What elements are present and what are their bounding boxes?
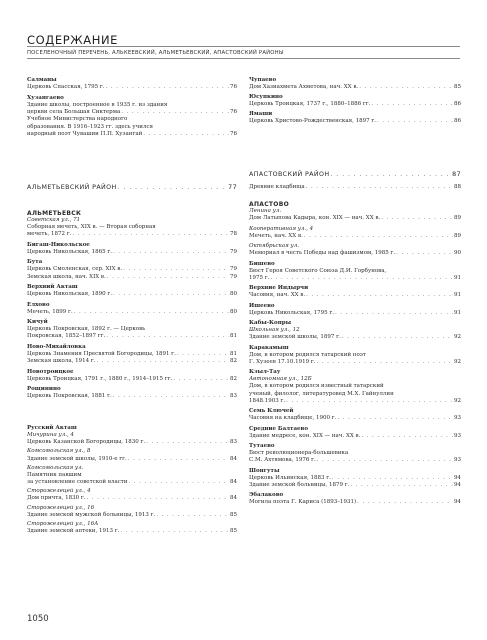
entry-text: Церковь Троицкая, 1791 г., 1880 г., 1914–1915 гг. xyxy=(27,375,173,382)
toc-line xyxy=(27,102,237,109)
dot-leader xyxy=(396,250,453,257)
entry-text: Часовня на кладбище, 1900 г. xyxy=(249,415,337,422)
entry-text: Дом Хазиахмета Ахметова, нач. XX в. xyxy=(249,84,359,91)
entry-text: Дом, в котором родился татарский поэт xyxy=(249,351,366,358)
toc-line xyxy=(27,274,237,281)
entry-text: Древние кладбища xyxy=(249,184,305,191)
toc-block xyxy=(249,77,461,91)
place-name: Ишеево xyxy=(249,302,275,309)
dot-leader xyxy=(123,266,229,273)
entry-text: Церковь Никольская, 1890 г. xyxy=(27,291,112,298)
toc-block xyxy=(27,242,237,256)
entry-text: Соборная мечеть, XIX в. — Вторая соборная xyxy=(27,224,156,231)
street-name: Сторожелецей ул., 4 xyxy=(27,488,91,495)
street-name: Советская ул., 71 xyxy=(27,217,81,224)
entry-page: 82 xyxy=(230,375,237,382)
toc-line xyxy=(27,309,237,316)
entry-text: Церковь Спасская, 1795 г. xyxy=(27,84,105,91)
entry-page: 93 xyxy=(454,415,461,422)
dot-leader xyxy=(121,109,229,116)
dot-leader xyxy=(113,291,229,298)
toc-block xyxy=(27,284,237,298)
place-name: Каракамыш xyxy=(249,344,289,351)
toc-line xyxy=(249,101,461,108)
entry-text: за установление советской власти xyxy=(27,479,128,486)
toc-line xyxy=(27,393,237,400)
toc-line xyxy=(27,512,237,519)
section-entry xyxy=(27,184,237,191)
entry-page: 79 xyxy=(230,248,237,255)
entry-page: 79 xyxy=(230,273,237,280)
toc-block xyxy=(27,319,237,340)
toc-line xyxy=(27,291,237,298)
place-name: Чупаево xyxy=(249,77,277,83)
dot-leader xyxy=(361,433,453,440)
dot-leader xyxy=(72,231,229,238)
place-name: Кичуй xyxy=(27,319,48,326)
entry-page: 92 xyxy=(454,334,461,341)
entry-page: 91 xyxy=(454,274,461,281)
dot-leader xyxy=(350,482,453,489)
toc-line xyxy=(249,450,461,457)
left-column-top xyxy=(27,77,237,142)
dot-leader xyxy=(342,334,453,341)
entry-text: образования. В 1916–1923 гг. здесь учился xyxy=(27,123,153,130)
entry-text: Мечеть, 1899 г. xyxy=(27,308,73,315)
toc-block xyxy=(249,261,461,282)
dot-leader xyxy=(106,84,229,91)
dot-leader xyxy=(96,358,229,365)
toc-line xyxy=(27,131,237,138)
dot-leader xyxy=(177,351,229,358)
entry-page: 83 xyxy=(230,439,237,446)
toc-line xyxy=(27,479,237,486)
place-name: Ново-Михайловка xyxy=(27,343,86,350)
place-name: АЛЬМЕТЬЕВСК xyxy=(27,210,82,217)
toc-line xyxy=(27,224,237,231)
toc-block xyxy=(249,369,461,404)
toc-block xyxy=(27,465,237,486)
page-subtitle: ПОСЕЛЕНОЧНЫЙ ПЕРЕЧЕНЬ, АЛЬКЕЕВСКИЙ, АЛЬМЕТЬЕВСКИЙ, АПАСТОВСКИЙ РАЙОНЫ xyxy=(27,50,284,56)
street-name: Школьная ул., 12 xyxy=(249,327,300,334)
entry-page: 81 xyxy=(230,350,237,357)
place-name: Кзыл-Тау xyxy=(249,369,281,376)
dot-leader xyxy=(317,359,453,366)
entry-page: 83 xyxy=(230,393,237,400)
place-name: Средние Балтаево xyxy=(249,425,309,432)
entry-page: 92 xyxy=(454,358,461,365)
dot-leader xyxy=(270,275,453,282)
entry-page: 81 xyxy=(230,333,237,340)
toc-line xyxy=(249,391,461,398)
toc-block xyxy=(249,492,461,506)
toc-block xyxy=(249,303,461,317)
toc-block xyxy=(249,111,461,125)
toc-block xyxy=(27,77,237,91)
entry-text: Церковь Ильинская, 1883 г. xyxy=(249,474,331,481)
toc-block xyxy=(249,345,461,366)
toc-block xyxy=(27,505,237,519)
entry-text: Церковь Христово-Рождественская, 1897 г. xyxy=(249,118,376,125)
entry-page: 86 xyxy=(454,101,461,108)
dot-leader xyxy=(332,475,453,482)
entry-page: 76 xyxy=(230,84,237,91)
place-name: Юсупкино xyxy=(249,94,283,101)
toc-block xyxy=(27,95,237,138)
entry-text: Мечеть, нач. XX в. xyxy=(249,232,303,239)
dot-leader xyxy=(286,398,453,405)
entry-text: 1848.1903 г. xyxy=(249,397,286,404)
toc-block xyxy=(249,320,461,341)
entry-text: Бюст революционера-большевика xyxy=(249,450,349,457)
dot-leader xyxy=(359,84,453,91)
dot-leader xyxy=(306,292,453,299)
section-page: 77 xyxy=(228,184,237,191)
dot-leader xyxy=(143,131,229,138)
dot-leader xyxy=(304,233,453,240)
place-name: Русский Акташ xyxy=(27,425,77,431)
entry-page: 85 xyxy=(454,84,461,91)
entry-page: 94 xyxy=(454,481,461,488)
toc-line xyxy=(249,184,461,191)
entry-text: Церковь Знамения Пресвятой Богородицы, 1891 г. xyxy=(27,350,176,357)
dot-leader xyxy=(113,249,229,256)
entry-page: 91 xyxy=(454,292,461,299)
toc-block xyxy=(249,201,461,222)
toc-block xyxy=(27,210,237,238)
dot-leader xyxy=(107,274,229,281)
entry-page: 84 xyxy=(230,479,237,486)
dot-leader xyxy=(377,118,453,125)
entry-text: Церковь Покровская, 1892 г. — Церковь xyxy=(27,326,146,333)
toc-line xyxy=(27,249,237,256)
toc-block xyxy=(27,448,237,462)
toc-line xyxy=(27,231,237,238)
toc-line xyxy=(27,528,237,535)
entry-text: Могила поэта Г. Кариса (1893–1931) xyxy=(249,499,357,506)
place-name: Ямаши xyxy=(249,111,273,118)
dot-leader xyxy=(317,457,453,464)
place-name: Бута xyxy=(27,259,43,266)
toc-block xyxy=(249,443,461,464)
street-name: Комсомольская ул., 8 xyxy=(27,448,91,455)
street-name: Автономная ул., 12Б xyxy=(249,376,312,383)
dot-leader xyxy=(146,439,229,446)
place-name: Новотроицкое xyxy=(27,368,74,375)
place-name: Рощинино xyxy=(27,386,61,393)
street-name: Комсомольская ул. xyxy=(27,464,84,471)
left-section-header xyxy=(27,184,237,191)
place-name: Верхний Акташ xyxy=(27,284,78,291)
toc-block xyxy=(27,386,237,400)
right-section-header xyxy=(249,171,461,191)
entry-text: Мемориал в честь Победы над фашизмом, 1985 г. xyxy=(249,250,396,257)
toc-block xyxy=(249,94,461,108)
dot-leader xyxy=(337,415,453,422)
entry-page: 82 xyxy=(230,358,237,365)
entry-page: 93 xyxy=(454,432,461,439)
entry-text: Часовня, нач. XX в. xyxy=(249,292,306,299)
place-name: Кабы-Копры xyxy=(249,320,292,327)
toc-line xyxy=(27,456,237,463)
page-title: СОДЕРЖАНИЕ xyxy=(27,33,119,47)
dot-leader xyxy=(87,495,230,502)
entry-text: Церковь Троицкая, 1737 г., 1880–1886 гг. xyxy=(249,101,371,108)
entry-text: Здание земской школы, 1897 г. xyxy=(249,334,341,341)
dot-leader xyxy=(113,393,229,400)
toc-line xyxy=(249,475,461,482)
street-name: Мичурина ул., 4 xyxy=(27,432,74,439)
entry-text: Здание школы, построенное в 1935 г. из здания xyxy=(27,102,168,109)
toc-block xyxy=(27,302,237,316)
entry-text: ученый, филолог, литературовед М.Х. Гайнуллин xyxy=(249,390,394,397)
toc-line xyxy=(27,358,237,365)
street-name: Сторожелецей ул., 16 xyxy=(27,504,95,511)
toc-line xyxy=(249,84,461,91)
entry-text: Здание медресе, кон. XIX — нач. XX в. xyxy=(249,432,361,439)
toc-block xyxy=(27,344,237,365)
entry-text: церкви села Большая Сиктерма xyxy=(27,109,121,116)
entry-page: 76 xyxy=(230,130,237,137)
section-title: АПАСТОВСКИЙ РАЙОН xyxy=(249,171,330,178)
place-name: Семь Ключей xyxy=(249,408,294,415)
place-name: Эбалаково xyxy=(249,492,284,499)
dot-leader xyxy=(106,333,229,340)
section-entry xyxy=(249,171,461,178)
entry-page: 85 xyxy=(230,528,237,535)
entry-page: 89 xyxy=(454,232,461,239)
entry-text: Г. Хузеев 17.10.1919 г. xyxy=(249,358,316,365)
entry-page: 86 xyxy=(454,118,461,125)
street-name: Сторожелецей ул., 16А xyxy=(27,521,99,528)
entry-page: 91 xyxy=(454,309,461,316)
entry-page: 92 xyxy=(454,397,461,404)
entry-page: 80 xyxy=(230,291,237,298)
toc-line xyxy=(27,116,237,123)
street-name: Октябрьская ул. xyxy=(249,243,299,250)
right-column-main xyxy=(249,201,461,510)
toc-line xyxy=(27,472,237,479)
toc-line xyxy=(27,439,237,446)
dot-leader xyxy=(120,528,229,535)
toc-line xyxy=(249,415,461,422)
place-name: Елхово xyxy=(27,301,50,308)
left-column-bottom xyxy=(27,425,237,537)
entry-text: Здание земской больницы, 1879 г. xyxy=(249,481,350,488)
toc-block xyxy=(249,285,461,299)
entry-text: Земская школа, 1914 г. xyxy=(27,358,96,365)
entry-text: Здание земской школы, 1910-е гг. xyxy=(27,455,127,462)
toc-line xyxy=(249,292,461,299)
dot-leader xyxy=(371,101,453,108)
place-name: Бигаш-Никольское xyxy=(27,241,90,248)
entry-page: 94 xyxy=(454,474,461,481)
toc-block xyxy=(249,226,461,240)
entry-text: Церковь Покровская, 1881 г. xyxy=(27,393,112,400)
place-name: Верхние Индырчи xyxy=(249,285,309,292)
toc-block xyxy=(249,426,461,440)
toc-line xyxy=(27,333,237,340)
toc-line xyxy=(249,233,461,240)
entry-page: 90 xyxy=(454,250,461,257)
toc-block xyxy=(249,468,461,489)
place-name: Тутаево xyxy=(249,442,275,449)
dot-leader xyxy=(129,479,229,486)
toc-block xyxy=(27,369,237,383)
entry-text: Учебное Министерства народного xyxy=(27,116,128,123)
toc-line xyxy=(249,398,461,405)
toc-line xyxy=(249,457,461,464)
entry-text: народный поэт Чувашии П.П. Хузангай xyxy=(27,130,143,137)
entry-text: Земская школа, нач. XIX в. xyxy=(27,273,106,280)
toc-block xyxy=(249,243,461,257)
entry-page: 79 xyxy=(230,266,237,273)
toc-line xyxy=(249,334,461,341)
street-name: Кооперативная ул., 4 xyxy=(249,225,314,232)
entry-text: Церковь Никольская, 1865 г. xyxy=(27,248,112,255)
dot-leader xyxy=(335,310,453,317)
toc-line xyxy=(249,433,461,440)
entry-page: 84 xyxy=(230,455,237,462)
entry-text: 1975 г. xyxy=(249,274,270,281)
page-number: 1050 xyxy=(27,614,49,624)
dot-leader xyxy=(330,171,451,178)
entry-text: Покровская, 1852–1897 гг. xyxy=(27,333,106,340)
entry-page: 94 xyxy=(454,499,461,506)
toc-block xyxy=(27,425,237,446)
place-name: Бишево xyxy=(249,260,275,267)
place-name: Хузангаево xyxy=(27,95,64,102)
entry-text: Здание земской мужской больницы, 1913 г. xyxy=(27,511,156,518)
right-column-top xyxy=(249,77,461,129)
subtitle-rule xyxy=(27,58,460,59)
toc-line xyxy=(249,268,461,275)
section-page: 87 xyxy=(452,171,461,178)
dot-leader xyxy=(381,215,453,222)
toc-line xyxy=(249,118,461,125)
entry-text: Здание земской аптеки, 1913 г. xyxy=(27,528,120,535)
entry-text: Дом причта, 1830 г. xyxy=(27,495,86,502)
place-name: Шонгуты xyxy=(249,467,280,474)
entry-page: 84 xyxy=(230,495,237,502)
entry-text: Церковь Никольская, 1795 г. xyxy=(249,309,334,316)
toc-line xyxy=(27,266,237,273)
toc-line xyxy=(27,351,237,358)
entry-text: Дом, в котором родился известный татарский xyxy=(249,383,384,390)
left-column-main xyxy=(27,210,237,404)
place-name: Салманы xyxy=(27,77,57,83)
toc-line xyxy=(249,352,461,359)
entry-page: 88 xyxy=(454,184,461,191)
toc-line xyxy=(27,124,237,131)
entry-page: 80 xyxy=(230,308,237,315)
entry-text: Церковь Смоленская, сер. XIX в. xyxy=(27,266,123,273)
dot-leader xyxy=(156,512,229,519)
entry-text: Бюст Героя Советского Союза Д.И. Горбунова, xyxy=(249,267,387,274)
entry-page: 76 xyxy=(230,109,237,116)
entry-page: 89 xyxy=(454,215,461,222)
entry-text: С.М. Ахтямова, 1976 г. xyxy=(249,457,316,464)
toc-block xyxy=(249,408,461,422)
toc-line xyxy=(249,215,461,222)
toc-line xyxy=(27,376,237,383)
top-rule xyxy=(27,46,460,47)
entry-text: Памятник павшим xyxy=(27,471,82,478)
entry-page: 85 xyxy=(230,511,237,518)
dot-leader xyxy=(74,309,229,316)
toc-line xyxy=(249,499,461,506)
toc-line xyxy=(27,84,237,91)
place-name: АПАСТОВО xyxy=(249,201,289,208)
dot-leader xyxy=(357,499,453,506)
toc-line xyxy=(249,250,461,257)
section-title: АЛЬМЕТЬЕВСКИЙ РАЙОН xyxy=(27,184,117,191)
entry-text: Дом Латыпова Кадыра, кон. XIX — нач. XX в. xyxy=(249,215,381,222)
entry-text: мечеть, 1872 г. xyxy=(27,231,72,238)
toc-line xyxy=(249,310,461,317)
street-name: Ленина ул. xyxy=(249,208,282,215)
toc-line xyxy=(27,326,237,333)
dot-leader xyxy=(173,376,229,383)
toc-block xyxy=(27,259,237,280)
entry-page: 78 xyxy=(230,231,237,238)
toc-line xyxy=(249,383,461,390)
toc-block xyxy=(27,488,237,502)
toc-line xyxy=(249,359,461,366)
toc-block xyxy=(27,521,237,535)
toc-line xyxy=(249,482,461,489)
dot-leader xyxy=(306,184,453,191)
toc-line xyxy=(249,275,461,282)
entry-page: 93 xyxy=(454,457,461,464)
dot-leader xyxy=(128,456,229,463)
entry-text: Церковь Казанской Богородицы, 1830 г. xyxy=(27,439,146,446)
toc-line xyxy=(27,495,237,502)
dot-leader xyxy=(118,184,228,191)
